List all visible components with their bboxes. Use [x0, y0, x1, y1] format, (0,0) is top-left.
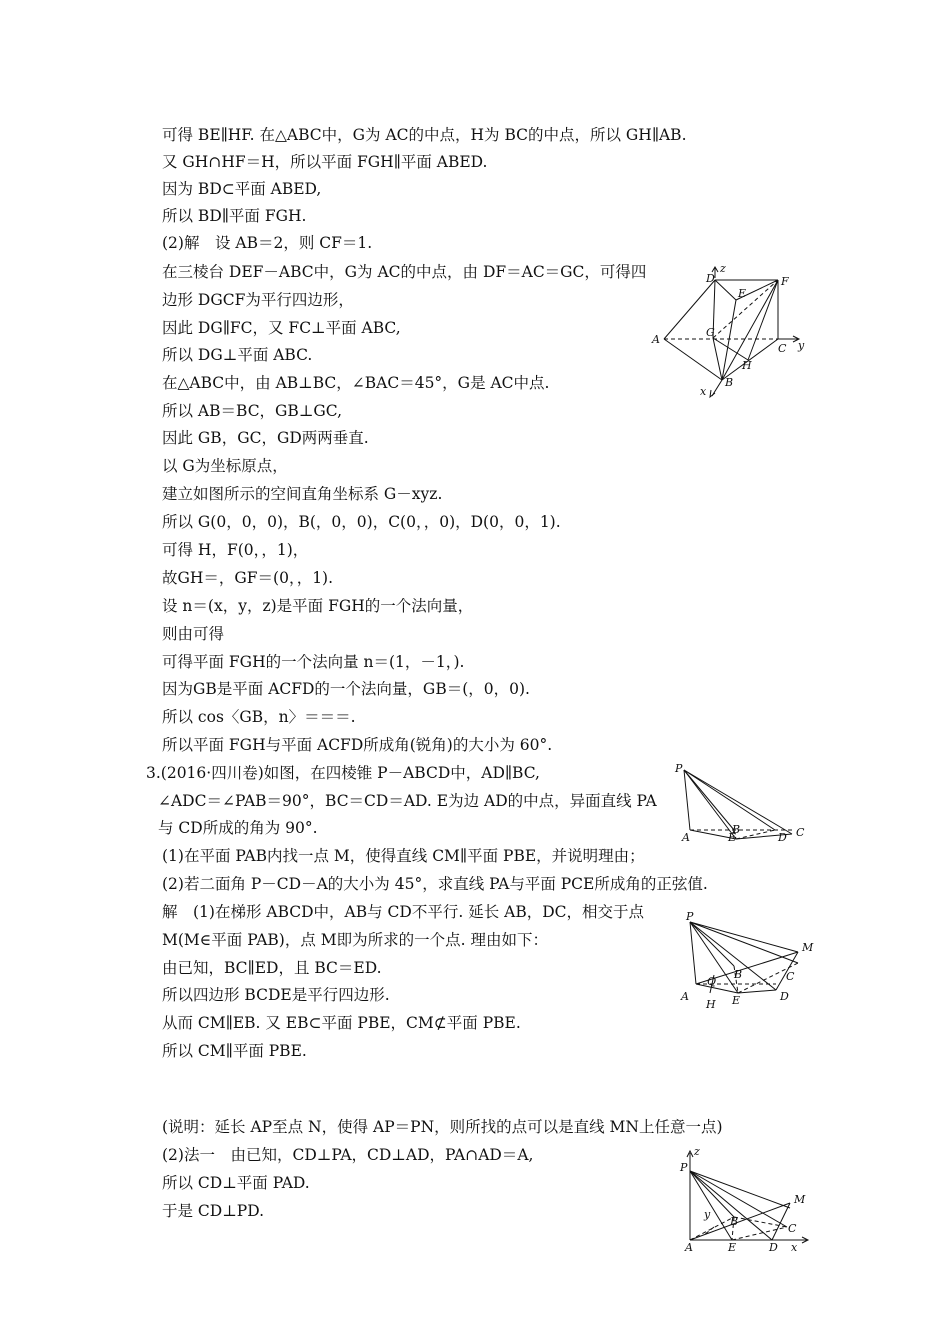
- text-line: (说明：延长 AP至点 N，使得 AP＝PN，则所找的点可以是直线 MN上任意一点): [162, 1118, 723, 1136]
- label-H: H: [706, 998, 716, 1011]
- text-line: 所以四边形 BCDE是平行四边形.: [162, 986, 390, 1004]
- label-x: x: [791, 1241, 798, 1254]
- text-line: 可得 BE∥HF. 在△ABC中，G为 AC的中点，H为 BC的中点，所以 GH∥AB.: [162, 126, 687, 144]
- label-D: D: [780, 990, 789, 1003]
- figure-pyramid-m: [676, 908, 821, 1013]
- text-line: 与 CD所成的角为 90°.: [158, 819, 318, 837]
- label-E: E: [728, 1241, 737, 1254]
- label-M: M: [794, 1193, 806, 1206]
- figure-pyramid-axes: [672, 1145, 820, 1257]
- text-line: 所以 CD⊥平面 PAD.: [162, 1174, 310, 1192]
- label-B: B: [732, 823, 741, 836]
- label-P: P: [686, 910, 694, 923]
- label-P: P: [675, 763, 683, 775]
- label-M: M: [802, 941, 814, 954]
- text-line: 故GH＝，GF＝(0，，1).: [162, 569, 334, 587]
- label-B: B: [734, 968, 743, 981]
- label-E: E: [728, 831, 737, 843]
- label-y: y: [798, 339, 805, 352]
- label-C: C: [788, 1222, 797, 1235]
- label-B: B: [725, 376, 734, 389]
- label-C: C: [778, 342, 787, 355]
- text-line: 所以 CM∥平面 PBE.: [162, 1042, 307, 1060]
- text-line: 解 (1)在梯形 ABCD中，AB与 CD不平行. 延长 AB，DC，相交于点: [162, 903, 644, 921]
- problem-heading: 3.(2016·四川卷)如图，在四棱锥 P－ABCD中，AD∥BC,: [146, 764, 540, 782]
- label-D: D: [778, 831, 787, 843]
- text-line: 又 GH∩HF＝H，所以平面 FGH∥平面 ABED.: [162, 153, 488, 171]
- label-D: D: [706, 272, 715, 285]
- label-A: A: [652, 333, 660, 346]
- text-line: 所以 DG⊥平面 ABC.: [162, 346, 313, 364]
- text-line: 边形 DGCF为平行四边形，: [162, 291, 354, 309]
- label-x: x: [700, 385, 707, 398]
- text-line: 可得 H，F(0，，1)，: [162, 541, 309, 559]
- text-line: ∠ADC＝∠PAB＝90°，BC＝CD＝AD. E为边 AD的中点，异面直线 PA: [158, 792, 657, 810]
- label-E: E: [732, 994, 741, 1007]
- text-line: 所以 BD∥平面 FGH.: [162, 207, 307, 225]
- text-line: 因此 DG∥FC，又 FC⊥平面 ABC,: [162, 319, 401, 337]
- text-line: 因为GB是平面 ACFD的一个法向量，GB＝(，0，0).: [162, 680, 530, 698]
- text-line: 所以 G(0，0，0)，B(，0，0)，C(0，，0)，D(0，0，1).: [162, 513, 561, 531]
- text-line: 则由可得: [162, 625, 225, 643]
- text-line: (2)若二面角 P－CD－A的大小为 45°，求直线 PA与平面 PCE所成角的正弦值.: [162, 875, 708, 893]
- label-H: H: [742, 359, 752, 372]
- text-line: 所以 AB＝BC，GB⊥GC,: [162, 402, 343, 420]
- label-z: z: [694, 1145, 700, 1158]
- text-line: 所以 cos〈GB，n〉＝＝＝.: [162, 708, 356, 726]
- text-line: 在△ABC中，由 AB⊥BC，∠BAC＝45°，G是 AC中点.: [162, 374, 550, 392]
- text-line: 所以平面 FGH与平面 ACFD所成角(锐角)的大小为 60°.: [162, 736, 553, 754]
- figure-pyramid: [672, 763, 817, 843]
- label-C: C: [786, 970, 795, 983]
- figure-frustum: [648, 262, 810, 402]
- label-E: E: [738, 287, 747, 300]
- label-z: z: [720, 262, 726, 275]
- label-A: A: [681, 990, 689, 1003]
- label-D: D: [769, 1241, 778, 1254]
- label-B: B: [730, 1215, 739, 1228]
- text-line: 因此 GB，GC，GD两两垂直.: [162, 429, 369, 447]
- label-P: P: [680, 1161, 688, 1174]
- text-line: (2)法一 由已知，CD⊥PA，CD⊥AD，PA∩AD＝A,: [162, 1146, 534, 1164]
- text-line: (2)解 设 AB＝2，则 CF＝1.: [162, 234, 373, 252]
- text-line: 由已知，BC∥ED，且 BC＝ED.: [162, 959, 382, 977]
- text-line: 从而 CM∥EB. 又 EB⊂平面 PBE，CM⊄平面 PBE.: [162, 1014, 521, 1032]
- label-F: F: [781, 275, 789, 288]
- text-line: 可得平面 FGH的一个法向量 n＝(1，－1，).: [162, 653, 465, 671]
- text-line: (1)在平面 PAB内找一点 M，使得直线 CM∥平面 PBE，并说明理由；: [162, 847, 645, 865]
- text-line: 在三棱台 DEF－ABC中，G为 AC的中点，由 DF＝AC＝GC，可得四: [162, 263, 647, 281]
- label-A: A: [682, 831, 690, 843]
- label-Q: Q: [707, 975, 717, 988]
- text-line: 以 G为坐标原点，: [162, 457, 288, 475]
- text-line: 设 n＝(x，y，z)是平面 FGH的一个法向量，: [162, 597, 474, 615]
- label-G: G: [706, 326, 715, 339]
- text-line: 因为 BD⊂平面 ABED,: [162, 180, 322, 198]
- text-line: 建立如图所示的空间直角坐标系 G－xyz.: [162, 485, 443, 503]
- text-line: 于是 CD⊥PD.: [162, 1202, 265, 1220]
- text-line: M(M∈平面 PAB)，点 M即为所求的一个点. 理由如下：: [162, 931, 548, 949]
- label-A: A: [685, 1241, 693, 1254]
- label-C: C: [796, 826, 805, 839]
- label-y: y: [704, 1208, 711, 1221]
